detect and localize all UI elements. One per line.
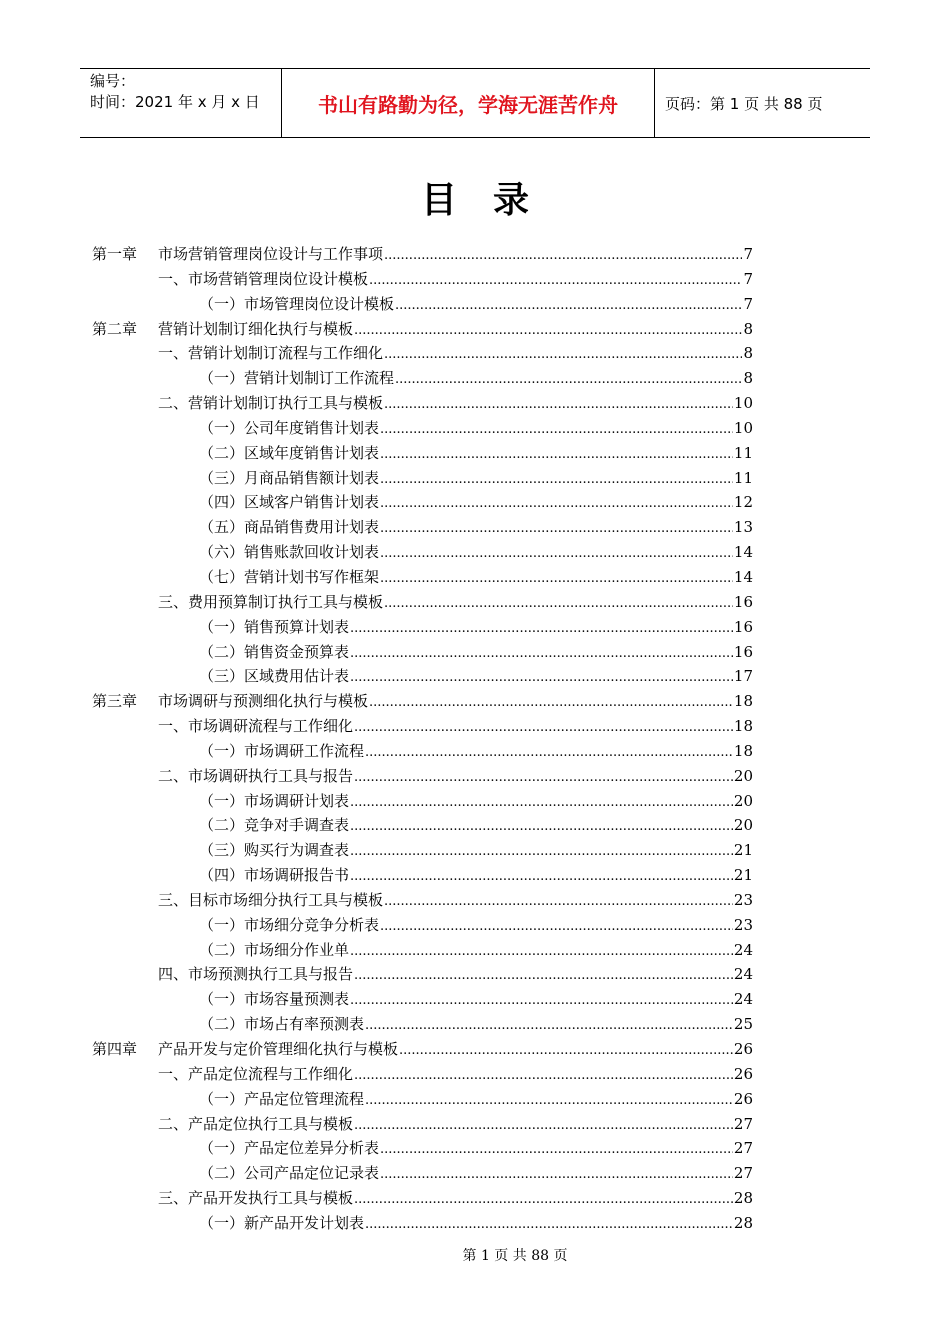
toc-entry[interactable] [92, 541, 753, 566]
dot-leader [369, 273, 742, 288]
dot-leader [350, 621, 733, 636]
toc-entry[interactable] [92, 417, 753, 442]
toc-entry-text: 营销计划制订细化执行与模板 [158, 319, 354, 338]
toc-entry[interactable] [92, 392, 753, 417]
toc-entry[interactable] [92, 790, 753, 815]
toc-page-number: 27 [733, 1164, 753, 1183]
toc-entry-text: （二）竞争对手调查表 [199, 816, 350, 835]
toc-entry[interactable] [92, 839, 753, 864]
toc-entry[interactable] [92, 740, 753, 765]
toc-entry-label [92, 516, 379, 537]
dot-leader [354, 968, 733, 983]
toc-entry-text: （二）销售资金预算表 [199, 642, 350, 661]
toc-entry[interactable] [92, 1113, 753, 1138]
toc-entry-label [92, 889, 383, 910]
toc-entry-label [92, 293, 394, 314]
toc-entry[interactable] [92, 1013, 753, 1038]
dot-leader [365, 1217, 733, 1232]
toc-entry-text: （一）市场调研工作流程 [199, 741, 365, 760]
toc-page-number: 23 [733, 890, 753, 909]
toc-entry-label [92, 1013, 364, 1034]
toc-entry-label [92, 690, 368, 711]
toc-entry[interactable] [92, 591, 753, 616]
toc-page-number: 24 [733, 990, 753, 1009]
toc-entry-text: （三）区域费用估计表 [199, 667, 350, 686]
toc-entry-label [92, 467, 379, 488]
dot-leader [350, 993, 733, 1008]
toc-page-number: 18 [733, 741, 753, 760]
dot-leader [365, 1018, 733, 1033]
toc-entry-text: 二、营销计划制订执行工具与模板 [158, 394, 384, 413]
toc-entry[interactable] [92, 963, 753, 988]
toc-entry-label [92, 1212, 364, 1233]
toc-entry[interactable] [92, 467, 753, 492]
toc-entry-label [92, 790, 349, 811]
toc-entry-label [92, 740, 364, 761]
toc-page-number: 27 [733, 1114, 753, 1133]
toc-page-number: 16 [733, 642, 753, 661]
toc-entry-text: 三、费用预算制订执行工具与模板 [158, 592, 384, 611]
toc-entry-text: 一、市场调研流程与工作细化 [158, 717, 354, 736]
toc-entry-text: （二）市场细分作业单 [199, 940, 350, 959]
dot-leader [365, 1093, 733, 1108]
date-label: 时间：2021 年 x 月 x 日 [90, 93, 260, 111]
toc-entry-label [92, 988, 349, 1009]
toc-page-number: 14 [733, 567, 753, 586]
toc-entry-label [92, 491, 379, 512]
toc-entry-label [92, 1137, 379, 1158]
toc-entry[interactable] [92, 566, 753, 591]
toc-entry-label [92, 641, 349, 662]
dot-leader [380, 1142, 733, 1157]
toc-entry-text: （三）购买行为调查表 [199, 841, 350, 860]
toc-page-number: 25 [733, 1015, 753, 1034]
toc-entry[interactable] [92, 1187, 753, 1212]
toc-page-number: 7 [743, 269, 753, 288]
toc-entry-text: 三、目标市场细分执行工具与模板 [158, 890, 384, 909]
toc-entry[interactable] [92, 1088, 753, 1113]
toc-page-number: 26 [733, 1040, 753, 1058]
toc-page-number: 26 [733, 1064, 753, 1083]
toc-entry-label [92, 342, 383, 363]
toc-entry[interactable] [92, 268, 753, 293]
dot-leader [350, 646, 733, 661]
toc-entry[interactable] [92, 814, 753, 839]
toc-entry-label [92, 814, 349, 835]
toc-entry-label [92, 665, 349, 686]
toc-page-number: 18 [733, 717, 753, 736]
chapter-number: 第三章 [92, 692, 138, 711]
toc-entry[interactable] [92, 690, 753, 715]
toc-page-number: 13 [733, 518, 753, 537]
toc-entry[interactable] [92, 665, 753, 690]
table-of-contents [92, 243, 753, 1237]
toc-entry-label [92, 616, 349, 637]
toc-entry-label [92, 591, 383, 612]
toc-entry-text: 一、产品定位流程与工作细化 [158, 1064, 354, 1083]
dot-leader [380, 1167, 733, 1182]
toc-entry-text: （二）区域年度销售计划表 [199, 443, 380, 462]
toc-entry-label [92, 1088, 364, 1109]
toc-page-number: 27 [733, 1139, 753, 1158]
toc-page-number: 16 [733, 617, 753, 636]
toc-page-number: 28 [733, 1213, 753, 1232]
toc-entry-text: （一）产品定位差异分析表 [199, 1139, 380, 1158]
toc-entry[interactable] [92, 616, 753, 641]
toc-entry-label [92, 417, 379, 438]
dot-leader [380, 571, 733, 586]
toc-entry[interactable] [92, 1212, 753, 1237]
dot-leader [380, 447, 733, 462]
toc-page-number: 8 [743, 344, 753, 363]
toc-entry-label [92, 541, 379, 562]
dot-leader [380, 422, 733, 437]
dot-leader [380, 472, 733, 487]
toc-entry-text: （四）区域客户销售计划表 [199, 493, 380, 512]
dot-leader [369, 695, 733, 710]
dot-leader [395, 372, 742, 387]
toc-entry[interactable] [92, 1162, 753, 1187]
toc-page-number: 24 [733, 965, 753, 984]
header-motto: 书山有路勤为径，学海无涯苦作舟 [282, 69, 655, 137]
toc-entry-label [92, 1063, 353, 1084]
toc-entry-text: （一）产品定位管理流程 [199, 1089, 365, 1108]
toc-entry-label [92, 1162, 379, 1183]
toc-page-number: 21 [733, 841, 753, 860]
dot-leader [384, 347, 742, 362]
toc-page-number: 18 [733, 692, 753, 711]
toc-entry[interactable] [92, 243, 753, 268]
toc-entry-label [92, 318, 353, 339]
toc-entry-label [92, 243, 383, 264]
toc-entry[interactable] [92, 516, 753, 541]
toc-entry-text: 一、营销计划制订流程与工作细化 [158, 344, 384, 363]
dot-leader [350, 844, 733, 859]
toc-entry[interactable] [92, 914, 753, 939]
chapter-number: 第一章 [92, 245, 138, 263]
dot-leader [350, 670, 733, 685]
toc-entry-label [92, 1187, 353, 1208]
dot-leader [380, 521, 733, 536]
toc-page-number: 17 [733, 667, 753, 686]
toc-entry-label [92, 1113, 353, 1134]
toc-entry[interactable] [92, 988, 753, 1013]
toc-entry[interactable] [92, 491, 753, 516]
toc-entry-text: （七）营销计划书写作框架 [199, 567, 380, 586]
toc-entry-text: 三、产品开发执行工具与模板 [158, 1189, 354, 1208]
toc-entry-text: （一）市场细分竞争分析表 [199, 915, 380, 934]
toc-entry-text: （三）月商品销售额计划表 [199, 468, 380, 487]
toc-entry[interactable] [92, 367, 753, 392]
page-footer: 第 1 页 共 88 页 [462, 1248, 568, 1264]
toc-entry-label [92, 963, 353, 984]
toc-entry-label [92, 715, 353, 736]
dot-leader [350, 944, 733, 959]
dot-leader [354, 323, 742, 338]
toc-entry[interactable] [92, 939, 753, 964]
dot-leader [384, 894, 733, 909]
toc-entry-text: （二）公司产品定位记录表 [199, 1164, 380, 1183]
toc-entry[interactable] [92, 715, 753, 740]
toc-page-number: 8 [743, 369, 753, 388]
dot-leader [354, 1118, 733, 1133]
toc-page-number: 21 [733, 866, 753, 885]
toc-entry[interactable] [92, 765, 753, 790]
document-header [80, 68, 870, 138]
toc-entry[interactable] [92, 342, 753, 367]
toc-entry-text: 市场调研与预测细化执行与模板 [158, 692, 369, 711]
toc-page-number: 20 [733, 791, 753, 810]
toc-entry-label [92, 765, 353, 786]
toc-page-number: 16 [733, 592, 753, 611]
toc-page-number: 28 [733, 1189, 753, 1208]
toc-entry-text: （二）市场占有率预测表 [199, 1015, 365, 1034]
toc-entry-text: 二、市场调研执行工具与报告 [158, 766, 354, 785]
toc-entry[interactable] [92, 1063, 753, 1088]
dot-leader [354, 720, 733, 735]
toc-entry-text: （一）市场调研计划表 [199, 791, 350, 810]
toc-page-number: 10 [733, 418, 753, 437]
dot-leader [350, 869, 733, 884]
chapter-number: 第四章 [92, 1040, 138, 1058]
toc-page-number: 8 [743, 319, 753, 338]
toc-entry-text: （一）营销计划制订工作流程 [199, 369, 395, 388]
dot-leader [354, 770, 733, 785]
toc-page-number: 11 [733, 443, 753, 462]
toc-entry-label [92, 1038, 398, 1059]
toc-page-number: 12 [733, 493, 753, 512]
dot-leader [384, 248, 742, 263]
toc-entry-text: （一）公司年度销售计划表 [199, 418, 380, 437]
toc-page-number: 10 [733, 394, 753, 413]
toc-page-number: 23 [733, 915, 753, 934]
toc-page-number: 26 [733, 1089, 753, 1108]
toc-entry[interactable] [92, 889, 753, 914]
dot-leader [350, 795, 733, 810]
header-page-info: 页码：第 1 页 共 88 页 [665, 94, 823, 113]
toc-entry-text: （五）商品销售费用计划表 [199, 518, 380, 537]
dot-leader [380, 496, 733, 511]
toc-entry-label [92, 864, 349, 885]
dot-leader [350, 819, 733, 834]
toc-entry[interactable] [92, 318, 753, 343]
toc-entry-text: 一、市场营销管理岗位设计模板 [158, 269, 369, 288]
toc-entry-text: （一）市场管理岗位设计模板 [199, 294, 395, 313]
toc-page-number: 24 [733, 940, 753, 959]
toc-entry-text: 市场营销管理岗位设计与工作事项 [158, 245, 384, 263]
toc-page-number: 14 [733, 543, 753, 562]
dot-leader [365, 745, 733, 760]
toc-entry-text: （一）新产品开发计划表 [199, 1213, 365, 1232]
dot-leader [384, 596, 733, 611]
dot-leader [380, 546, 733, 561]
toc-entry-text: （一）销售预算计划表 [199, 617, 350, 636]
toc-entry-label [92, 914, 379, 935]
toc-entry-text: 二、产品定位执行工具与模板 [158, 1114, 354, 1133]
toc-entry[interactable] [92, 1038, 753, 1063]
toc-entry-label [92, 939, 349, 960]
dot-leader [395, 298, 742, 313]
dot-leader [384, 397, 733, 412]
toc-entry-label [92, 442, 379, 463]
toc-page-number: 20 [733, 816, 753, 835]
toc-entry-text: （一）市场容量预测表 [199, 990, 350, 1009]
toc-entry-text: （四）市场调研报告书 [199, 866, 350, 885]
toc-entry[interactable] [92, 442, 753, 467]
toc-entry-text: 产品开发与定价管理细化执行与模板 [158, 1040, 399, 1058]
toc-entry-label [92, 839, 349, 860]
toc-entry[interactable] [92, 1137, 753, 1162]
toc-page-number: 20 [733, 766, 753, 785]
page-title: 目录 [420, 180, 565, 221]
chapter-number: 第二章 [92, 319, 138, 338]
toc-page-number: 7 [743, 245, 753, 263]
toc-entry-label [92, 367, 394, 388]
header-meta [80, 69, 282, 137]
toc-entry[interactable] [92, 641, 753, 666]
dot-leader [354, 1192, 733, 1207]
dot-leader [380, 919, 733, 934]
dot-leader [399, 1043, 733, 1058]
toc-entry[interactable] [92, 293, 753, 318]
toc-entry-text: 四、市场预测执行工具与报告 [158, 965, 354, 984]
toc-entry-label [92, 268, 368, 289]
toc-entry[interactable] [92, 864, 753, 889]
toc-entry-text: （六）销售账款回收计划表 [199, 543, 380, 562]
number-label: 编号： [90, 72, 136, 90]
toc-entry-label [92, 566, 379, 587]
toc-entry-label [92, 392, 383, 413]
toc-page-number: 11 [733, 468, 753, 487]
toc-page-number: 7 [743, 294, 753, 313]
dot-leader [354, 1068, 733, 1083]
